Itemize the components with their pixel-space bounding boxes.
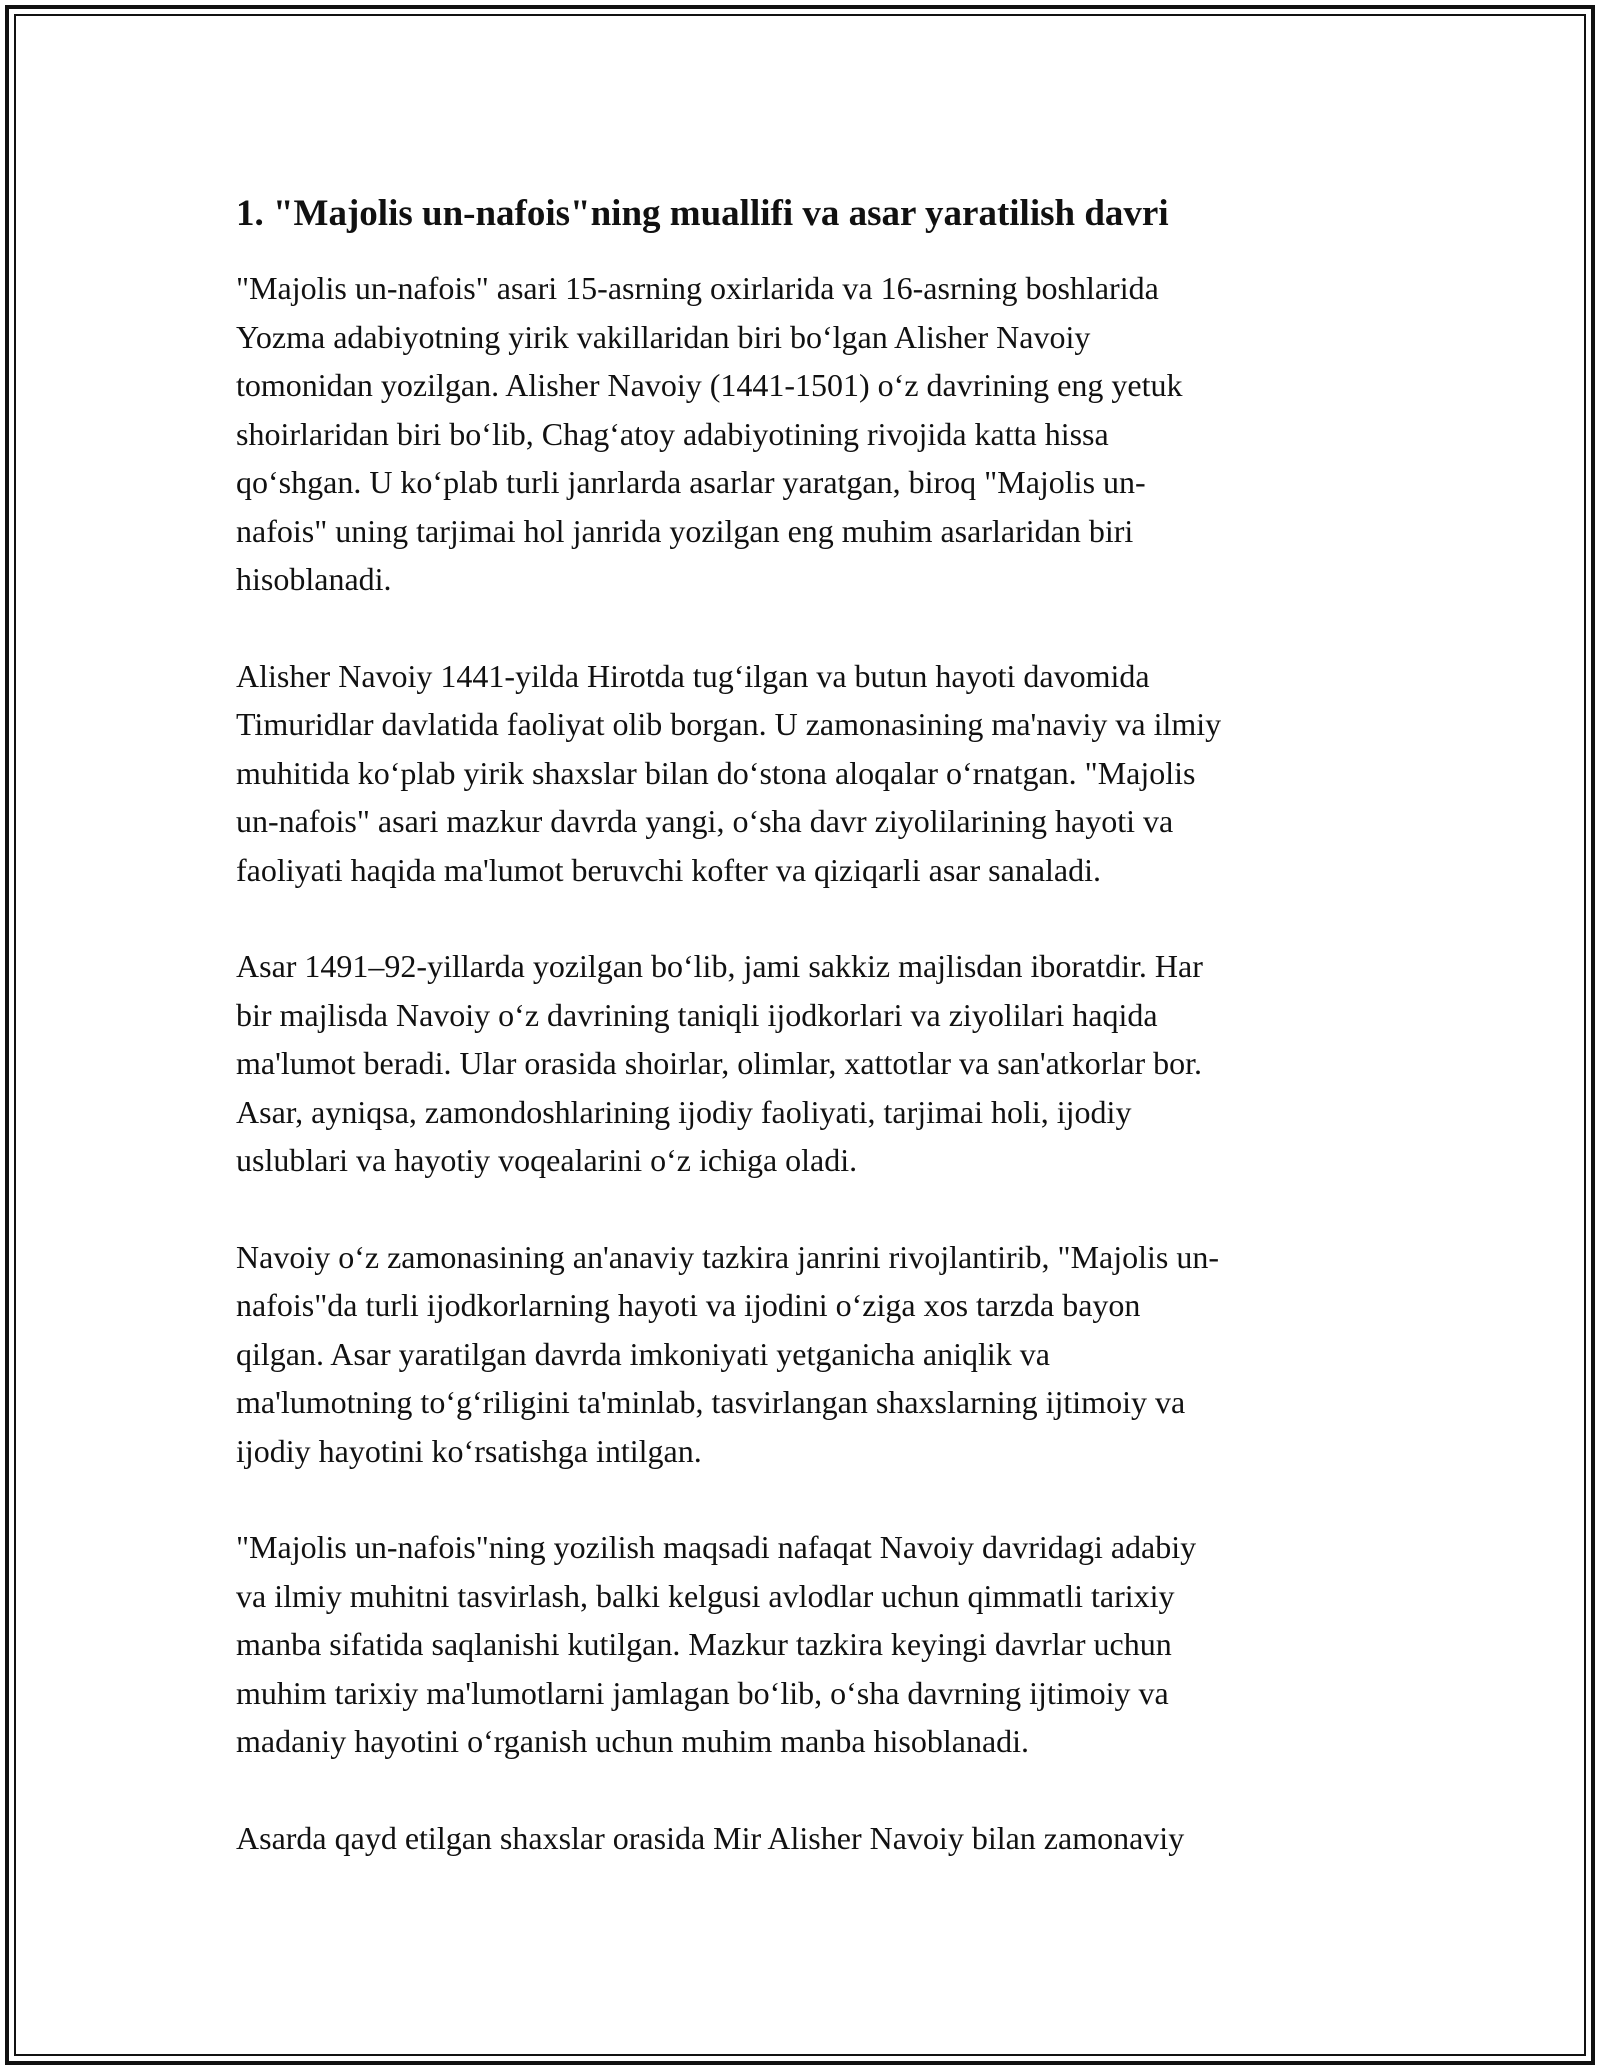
paragraph-line: ma'lumotning toʻgʻriligini ta'minlab, tasvirlangan shaxslarning ijtimoiy va: [236, 1384, 1186, 1420]
paragraph-line: Asar, ayniqsa, zamondoshlarining ijodiy faoliyati, tarjimai holi, ijodiy: [236, 1093, 1132, 1130]
document-body: [236, 186, 1366, 1910]
paragraph-3: [236, 942, 1366, 1185]
paragraph-line: manba sifatida saqlanishi kutilgan. Mazkur tazkira keyingi davrlar uchun: [236, 1626, 1172, 1662]
paragraph-4: [236, 1233, 1366, 1476]
paragraph-line: muhim tarixiy ma'lumotlarni jamlagan boʻlib, oʻsha davrning ijtimoiy va: [236, 1674, 1169, 1711]
paragraph-line: uslublari va hayotiy voqealarini oʻz ichiga oladi.: [236, 1142, 858, 1178]
paragraph-line: un-nafois" asari mazkur davrda yangi, oʻsha davr ziyolilarining hayoti va: [236, 803, 1174, 839]
paragraph-line: hisoblanadi.: [236, 561, 392, 597]
paragraph-line: madaniy hayotini oʻrganish uchun muhim manba hisoblanadi.: [236, 1723, 1030, 1759]
paragraph-line: Navoiy oʻz zamonasining an'anaviy tazkira janrini rivojlantirib, "Majolis un-: [236, 1238, 1219, 1275]
paragraph-line: Asarda qayd etilgan shaxslar orasida Mir Alisher Navoiy bilan zamonaviy: [236, 1819, 1185, 1856]
paragraph-6: [236, 1814, 1366, 1863]
paragraph-line: "Majolis un-nafois" asari 15-asrning oxirlarida va 16-asrning boshlarida: [236, 270, 1159, 306]
paragraph-line: tomonidan yozilgan. Alisher Navoiy (1441-1501) oʻz davrining eng yetuk: [236, 367, 1183, 403]
paragraph-line: Timuridlar davlatida faoliyat olib borgan. U zamonasining ma'naviy va ilmiy: [236, 706, 1222, 742]
paragraph-2: [236, 652, 1366, 895]
paragraph-line: Asar 1491–92-yillarda yozilgan boʻlib, jami sakkiz majlisdan iboratdir. Har: [236, 948, 1203, 984]
paragraph-1: [236, 264, 1366, 604]
paragraph-line: bir majlisda Navoiy oʻz davrining taniqli ijodkorlari va ziyolilari haqida: [236, 996, 1158, 1033]
paragraph-line: nafois" uning tarjimai hol janrida yozilgan eng muhim asarlaridan biri: [236, 512, 1134, 549]
paragraph-line: Yozma adabiyotning yirik vakillaridan biri boʻlgan Alisher Navoiy: [236, 318, 1091, 355]
paragraph-line: qoʻshgan. U koʻplab turli janrlarda asarlar yaratgan, biroq "Majolis un-: [236, 464, 1146, 500]
paragraph-line: ma'lumot beradi. Ular orasida shoirlar, olimlar, xattotlar va san'atkorlar bor.: [236, 1045, 1202, 1081]
paragraph-line: va ilmiy muhitni tasvirlash, balki kelgusi avlodlar uchun qimmatli tarixiy: [236, 1577, 1175, 1614]
paragraph-line: qilgan. Asar yaratilgan davrda imkoniyati yetganicha aniqlik va: [236, 1335, 1050, 1372]
paragraph-line: nafois"da turli ijodkorlarning hayoti va ijodini oʻziga xos tarzda bayon: [236, 1287, 1141, 1323]
paragraph-line: shoirlaridan biri boʻlib, Chagʻatoy adabiyotining rivojida katta hissa: [236, 415, 1109, 452]
paragraph-line: Alisher Navoiy 1441-yilda Hirotda tugʻilgan va butun hayoti davomida: [236, 657, 1150, 694]
paragraph-line: muhitida koʻplab yirik shaxslar bilan doʻstona aloqalar oʻrnatgan. "Majolis: [236, 754, 1196, 791]
paragraph-5: [236, 1523, 1366, 1766]
paragraph-line: faoliyati haqida ma'lumot beruvchi kofter va qiziqarli asar sanaladi.: [236, 851, 1101, 888]
section-heading: 1. "Majolis un-nafois"ning muallifi va asar yaratilish davri: [236, 193, 1169, 234]
paragraph-line: "Majolis un-nafois"ning yozilish maqsadi nafaqat Navoiy davridagi adabiy: [236, 1529, 1197, 1565]
paragraph-line: ijodiy hayotini koʻrsatishga intilgan.: [236, 1432, 702, 1469]
